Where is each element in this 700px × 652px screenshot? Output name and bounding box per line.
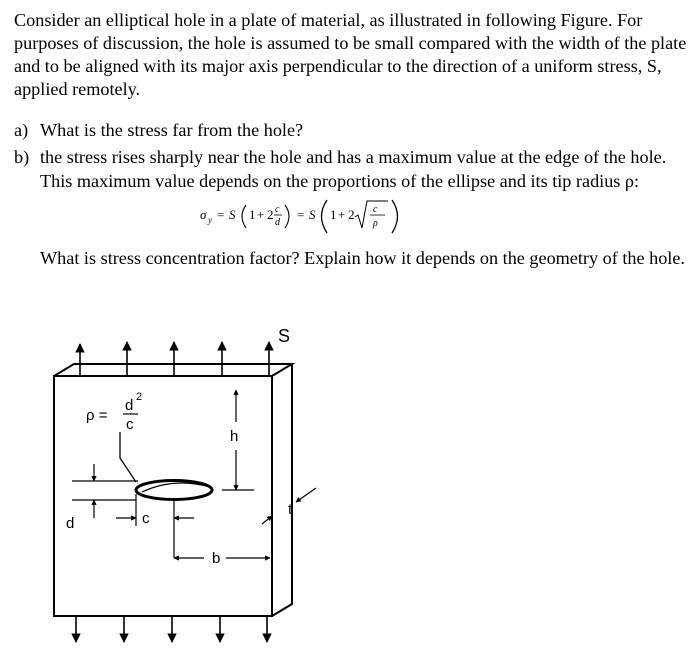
formula-one-1: 1 (249, 207, 256, 222)
formula-sub-y: y (208, 215, 212, 225)
formula-one-2: 1 (330, 207, 337, 222)
formula-eq-2: = (297, 207, 305, 222)
formula-S-1: S (229, 207, 236, 222)
formula-plus-2: + (338, 207, 346, 222)
stress-formula (196, 195, 436, 237)
formula-two-1: 2 (267, 207, 274, 222)
formula-frac-c: c (275, 204, 280, 215)
t-dimension-arrow (296, 488, 316, 502)
question-b-label: b) (14, 147, 30, 167)
problem-intro: Consider an elliptical hole in a plate of material, as illustrated in following Figure. For purposes of discussion, the hole is assumed to be small compared with the width of the plate and to be aligned with its major axis perpendicular to the direction of a uniform stress, S, applied remotely. (14, 10, 687, 99)
formula-lparen-2 (322, 200, 328, 233)
stress-label-S: S (278, 326, 291, 346)
formula-sqrt (355, 201, 388, 228)
formula-sqrt-c: c (373, 204, 378, 215)
bottom-stress-arrows (76, 616, 267, 642)
formula-rparen-2 (392, 200, 398, 233)
plate-side-edge (272, 364, 292, 616)
label-d: d (66, 515, 75, 532)
plate-top-edge (54, 364, 292, 376)
label-c: c (142, 510, 150, 527)
label-b: b (212, 550, 221, 567)
label-t: t (288, 501, 293, 518)
formula-sigma: σ (200, 207, 207, 222)
label-h: h (230, 428, 239, 445)
question-b-text: the stress rises sharply near the hole and has a maximum value at the edge of the hole. This maximum value depends on the proportions of the ellipse and its tip radius ρ: (40, 147, 667, 191)
formula-lparen-1 (242, 205, 246, 228)
top-stress-arrows (80, 342, 269, 376)
rho-num-exp: 2 (136, 391, 143, 403)
rho-den: c (126, 416, 134, 433)
formula-two-2: 2 (348, 207, 355, 222)
rho-num-d: d (125, 397, 134, 414)
formula-S-2: S (309, 207, 316, 222)
rho-lhs: ρ = (86, 407, 108, 424)
formula-frac-d: d (275, 217, 280, 228)
question-a-text: What is the stress far from the hole? (40, 120, 304, 140)
rho-leader (120, 432, 136, 482)
formula-sqrt-rho: ρ (373, 218, 378, 229)
question-b-follow-up: What is stress concentration factor? Explain how it depends on the geometry of the hole. (40, 248, 685, 268)
formula-plus-1: + (257, 207, 265, 222)
question-a-label: a) (14, 120, 29, 140)
t-dimension-arrow (262, 516, 272, 524)
hole-inner-edge (142, 483, 210, 492)
formula-eq-1: = (217, 207, 225, 222)
formula-rparen-1 (285, 205, 289, 228)
elliptical-hole-figure (40, 318, 330, 648)
